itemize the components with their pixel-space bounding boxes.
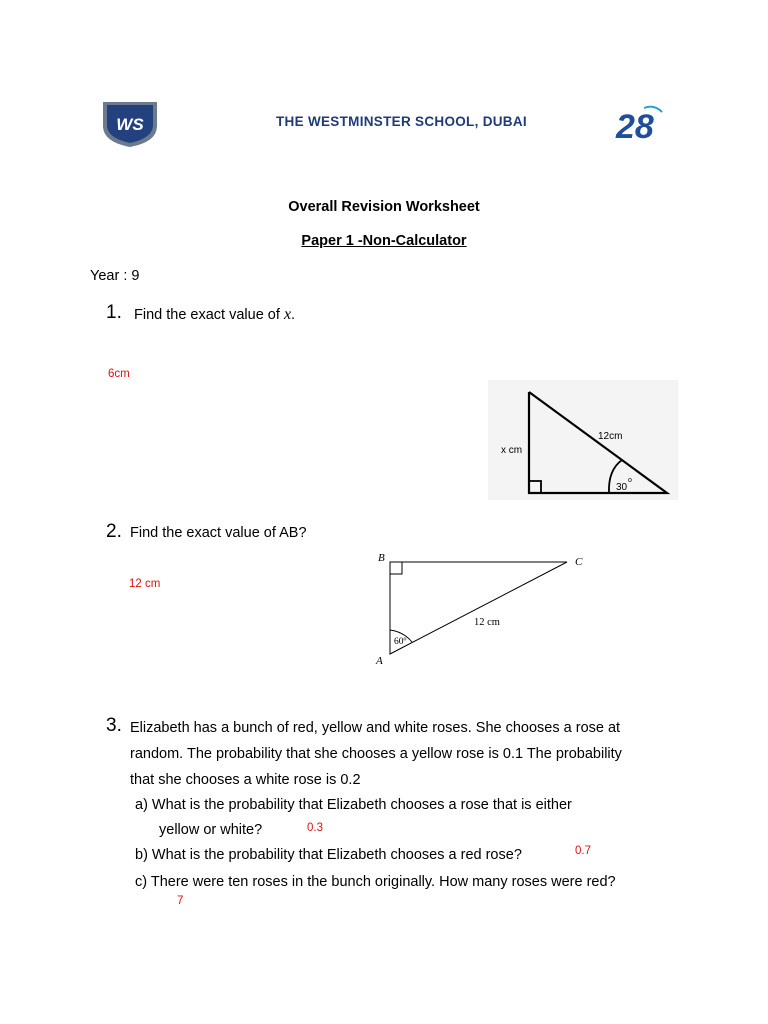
anniversary-logo <box>614 104 666 144</box>
q2-vertex-a: A <box>376 655 383 667</box>
q3a-line2: yellow or white? <box>159 822 263 838</box>
q2-text: Find the exact value of AB? <box>130 525 307 541</box>
q2-answer: 12 cm <box>129 578 161 590</box>
q3c-text: c) There were ten roses in the bunch originally. How many roses were red? <box>135 874 616 890</box>
q2-number: 2. <box>106 521 122 542</box>
school-logo <box>101 100 159 148</box>
q3-number: 3. <box>106 715 122 736</box>
q2-angle-label: 60º <box>394 637 407 647</box>
q1-side-label: x cm <box>501 445 523 456</box>
q2-vertex-b: B <box>378 552 385 564</box>
q1-angle-label: 30 <box>616 482 628 493</box>
q2-vertex-c: C <box>575 556 583 568</box>
q1-answer: 6cm <box>108 368 130 380</box>
q1-text: Find the exact value of x. <box>134 306 296 323</box>
q1-triangle-diagram <box>488 380 678 500</box>
anniversary-number: 28 <box>616 108 654 144</box>
q3-line2: random. The probability that she chooses a yellow rose is 0.1 The probability <box>130 746 622 762</box>
q1-number: 1. <box>106 302 122 323</box>
q3a-answer: 0.3 <box>307 822 323 834</box>
q3-line3: that she chooses a white rose is 0.2 <box>130 772 361 788</box>
q3b-text: b) What is the probability that Elizabeth chooses a red rose? <box>135 847 522 863</box>
q3c-answer: 7 <box>177 895 184 907</box>
q1-hyp-label: 12cm <box>598 431 623 442</box>
year-label: Year : 9 <box>90 268 140 284</box>
paper-subtitle-text: Paper 1 -Non-Calculator <box>301 233 467 249</box>
q2-triangle-diagram <box>370 548 600 673</box>
q2-hyp-label: 12 cm <box>474 617 500 628</box>
q1-variable: x <box>283 306 292 323</box>
school-name: THE WESTMINSTER SCHOOL, DUBAI <box>276 114 527 129</box>
q3-line1: Elizabeth has a bunch of red, yellow and white roses. She chooses a rose at <box>130 720 621 736</box>
worksheet-title: Overall Revision Worksheet <box>288 199 480 215</box>
q3b-answer: 0.7 <box>575 845 591 857</box>
q1-angle-degree: o <box>628 477 632 484</box>
q1-prompt: Find the exact value of <box>134 307 280 323</box>
q3a-line1: a) What is the probability that Elizabeth chooses a rose that is either <box>135 797 572 813</box>
logo-text: WS <box>116 115 144 134</box>
paper-subtitle <box>0 233 768 249</box>
